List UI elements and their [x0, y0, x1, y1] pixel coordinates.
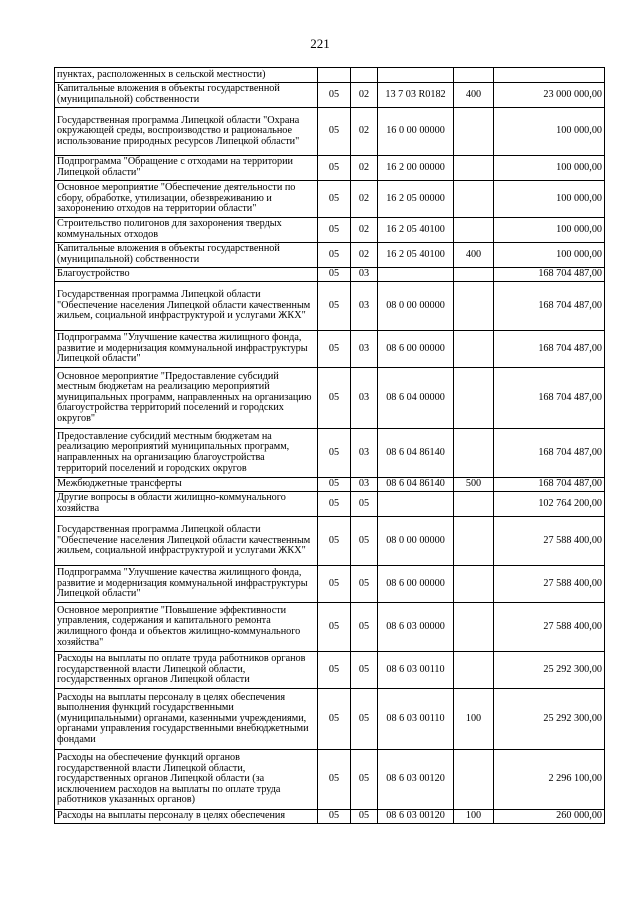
row-name: Благоустройство	[55, 268, 318, 282]
row-subsection	[351, 68, 378, 83]
row-section: 05	[318, 492, 351, 517]
table-row	[55, 68, 605, 83]
row-section: 05	[318, 331, 351, 368]
row-section: 05	[318, 156, 351, 181]
row-amount: 168 704 487,00	[494, 429, 605, 478]
row-name: Государственная программа Липецкой области "Охрана окружающей среды, воспроизводство и рациональное использование природных ресурсов Липецкой области"	[55, 108, 318, 156]
row-amount: 27 588 400,00	[494, 566, 605, 603]
row-expense-type	[454, 108, 494, 156]
row-expense-type	[454, 566, 494, 603]
row-target-article: 08 6 03 00110	[378, 652, 454, 689]
row-target-article: 08 6 00 00000	[378, 331, 454, 368]
row-name: Подпрограмма "Обращение с отходами на территории Липецкой области"	[55, 156, 318, 181]
row-name: Государственная программа Липецкой области "Обеспечение населения Липецкой области качественным жильем, социальной инфраструктурой и услугами ЖКХ"	[55, 282, 318, 331]
row-subsection: 02	[351, 83, 378, 108]
row-target-article: 16 2 00 00000	[378, 156, 454, 181]
table-row	[55, 181, 605, 218]
row-target-article: 08 0 00 00000	[378, 517, 454, 566]
row-expense-type	[454, 68, 494, 83]
row-amount: 168 704 487,00	[494, 478, 605, 492]
row-amount	[494, 68, 605, 83]
row-target-article	[378, 68, 454, 83]
table-row	[55, 108, 605, 156]
row-subsection: 03	[351, 478, 378, 492]
row-target-article: 16 2 05 40100	[378, 218, 454, 243]
row-section: 05	[318, 478, 351, 492]
row-target-article: 16 2 05 00000	[378, 181, 454, 218]
row-subsection: 02	[351, 243, 378, 268]
row-target-article: 08 6 04 00000	[378, 368, 454, 429]
row-section: 05	[318, 243, 351, 268]
row-amount: 25 292 300,00	[494, 689, 605, 750]
table-row	[55, 368, 605, 429]
row-name: Подпрограмма "Улучшение качества жилищного фонда, развитие и модернизация коммунальной инфраструктуры Липецкой области"	[55, 331, 318, 368]
row-expense-type	[454, 603, 494, 652]
row-name: Основное мероприятие "Обеспечение деятельности по сбору, обработке, утилизации, обезвреживанию и захоронению отходов на территории области"	[55, 181, 318, 218]
row-amount: 2 296 100,00	[494, 750, 605, 810]
row-section: 05	[318, 566, 351, 603]
row-section: 05	[318, 517, 351, 566]
row-name: Основное мероприятие "Предоставление субсидий местным бюджетам на реализацию мероприятий муниципальных программ, направленных на организацию благоустройства территорий поселений и городских округов"	[55, 368, 318, 429]
table-row	[55, 268, 605, 282]
row-subsection: 05	[351, 689, 378, 750]
table-row	[55, 603, 605, 652]
row-amount: 27 588 400,00	[494, 603, 605, 652]
page-number: 221	[310, 36, 330, 51]
row-amount: 100 000,00	[494, 156, 605, 181]
row-section: 05	[318, 83, 351, 108]
row-amount: 100 000,00	[494, 108, 605, 156]
table-row	[55, 282, 605, 331]
table-row	[55, 156, 605, 181]
row-subsection: 02	[351, 181, 378, 218]
row-target-article: 08 6 04 86140	[378, 429, 454, 478]
row-target-article: 08 6 03 00120	[378, 810, 454, 824]
row-section: 05	[318, 652, 351, 689]
budget-table-body	[55, 68, 605, 824]
row-target-article: 08 6 03 00120	[378, 750, 454, 810]
row-section: 05	[318, 810, 351, 824]
row-target-article	[378, 268, 454, 282]
row-name: пунктах, расположенных в сельской местности)	[55, 68, 318, 83]
table-row	[55, 566, 605, 603]
row-name: Капитальные вложения в объекты государственной (муниципальной) собственности	[55, 243, 318, 268]
row-amount: 100 000,00	[494, 218, 605, 243]
row-amount: 27 588 400,00	[494, 517, 605, 566]
row-expense-type	[454, 181, 494, 218]
row-name: Расходы на выплаты по оплате труда работников органов государственной власти Липецкой области, государственных органов Липецкой области	[55, 652, 318, 689]
row-amount: 23 000 000,00	[494, 83, 605, 108]
row-expense-type: 400	[454, 83, 494, 108]
row-section: 05	[318, 282, 351, 331]
row-amount: 168 704 487,00	[494, 268, 605, 282]
row-amount: 100 000,00	[494, 243, 605, 268]
row-subsection: 05	[351, 810, 378, 824]
row-section: 05	[318, 181, 351, 218]
row-expense-type	[454, 517, 494, 566]
row-name: Капитальные вложения в объекты государственной (муниципальной) собственности	[55, 83, 318, 108]
row-name: Предоставление субсидий местным бюджетам на реализацию мероприятий муниципальных программ, направленных на организацию благоустройства территорий поселений и городских округов	[55, 429, 318, 478]
row-name: Подпрограмма "Улучшение качества жилищного фонда, развитие и модернизация коммунальной инфраструктуры Липецкой области"	[55, 566, 318, 603]
row-subsection: 03	[351, 429, 378, 478]
row-expense-type	[454, 492, 494, 517]
row-section: 05	[318, 368, 351, 429]
row-expense-type	[454, 368, 494, 429]
row-amount: 168 704 487,00	[494, 282, 605, 331]
row-amount: 25 292 300,00	[494, 652, 605, 689]
row-subsection: 05	[351, 603, 378, 652]
row-section	[318, 68, 351, 83]
row-target-article: 08 6 00 00000	[378, 566, 454, 603]
row-target-article: 08 6 03 00110	[378, 689, 454, 750]
row-expense-type	[454, 218, 494, 243]
row-amount: 260 000,00	[494, 810, 605, 824]
row-name: Другие вопросы в области жилищно-коммунального хозяйства	[55, 492, 318, 517]
row-subsection: 03	[351, 331, 378, 368]
row-subsection: 02	[351, 218, 378, 243]
row-amount: 168 704 487,00	[494, 331, 605, 368]
table-row	[55, 492, 605, 517]
row-subsection: 05	[351, 652, 378, 689]
row-amount: 102 764 200,00	[494, 492, 605, 517]
row-expense-type	[454, 750, 494, 810]
table-row	[55, 652, 605, 689]
row-subsection: 03	[351, 282, 378, 331]
row-expense-type	[454, 429, 494, 478]
row-section: 05	[318, 750, 351, 810]
row-amount: 100 000,00	[494, 181, 605, 218]
row-target-article: 08 6 04 86140	[378, 478, 454, 492]
row-section: 05	[318, 603, 351, 652]
table-row	[55, 517, 605, 566]
row-target-article: 08 6 03 00000	[378, 603, 454, 652]
row-subsection: 05	[351, 517, 378, 566]
row-section: 05	[318, 108, 351, 156]
row-expense-type	[454, 156, 494, 181]
row-name: Межбюджетные трансферты	[55, 478, 318, 492]
table-row	[55, 750, 605, 810]
table-row	[55, 331, 605, 368]
row-name: Расходы на выплаты персоналу в целях обеспечения	[55, 810, 318, 824]
row-subsection: 05	[351, 492, 378, 517]
row-target-article: 16 2 05 40100	[378, 243, 454, 268]
row-expense-type	[454, 268, 494, 282]
row-subsection: 05	[351, 566, 378, 603]
row-section: 05	[318, 429, 351, 478]
row-name: Расходы на выплаты персоналу в целях обеспечения выполнения функций государственными (муниципальными) органами, казенными учреждениями, органами управления государственными внебюджетными фондами	[55, 689, 318, 750]
row-target-article: 16 0 00 00000	[378, 108, 454, 156]
row-expense-type	[454, 652, 494, 689]
row-expense-type	[454, 282, 494, 331]
row-subsection: 03	[351, 368, 378, 429]
row-name: Основное мероприятие "Повышение эффективности управления, содержания и капитального ремонта жилищного фонда и объектов жилищно-коммунального хозяйства"	[55, 603, 318, 652]
table-row	[55, 243, 605, 268]
row-expense-type: 100	[454, 810, 494, 824]
row-target-article: 13 7 03 R0182	[378, 83, 454, 108]
table-row	[55, 83, 605, 108]
budget-table	[54, 67, 605, 824]
row-expense-type: 400	[454, 243, 494, 268]
row-expense-type: 500	[454, 478, 494, 492]
row-subsection: 02	[351, 108, 378, 156]
table-row	[55, 810, 605, 824]
row-name: Строительство полигонов для захоронения твердых коммунальных отходов	[55, 218, 318, 243]
table-row	[55, 478, 605, 492]
table-row	[55, 429, 605, 478]
row-expense-type	[454, 331, 494, 368]
row-name: Расходы на обеспечение функций органов государственной власти Липецкой области, государственных органов Липецкой области (за исключением расходов на выплаты по оплате труда работников указанных органов)	[55, 750, 318, 810]
row-target-article	[378, 492, 454, 517]
table-row	[55, 218, 605, 243]
row-name: Государственная программа Липецкой области "Обеспечение населения Липецкой области качественным жильем, социальной инфраструктурой и услугами ЖКХ"	[55, 517, 318, 566]
row-expense-type: 100	[454, 689, 494, 750]
row-section: 05	[318, 218, 351, 243]
row-amount: 168 704 487,00	[494, 368, 605, 429]
table-row	[55, 689, 605, 750]
row-subsection: 03	[351, 268, 378, 282]
row-subsection: 05	[351, 750, 378, 810]
row-section: 05	[318, 268, 351, 282]
row-target-article: 08 0 00 00000	[378, 282, 454, 331]
row-subsection: 02	[351, 156, 378, 181]
row-section: 05	[318, 689, 351, 750]
